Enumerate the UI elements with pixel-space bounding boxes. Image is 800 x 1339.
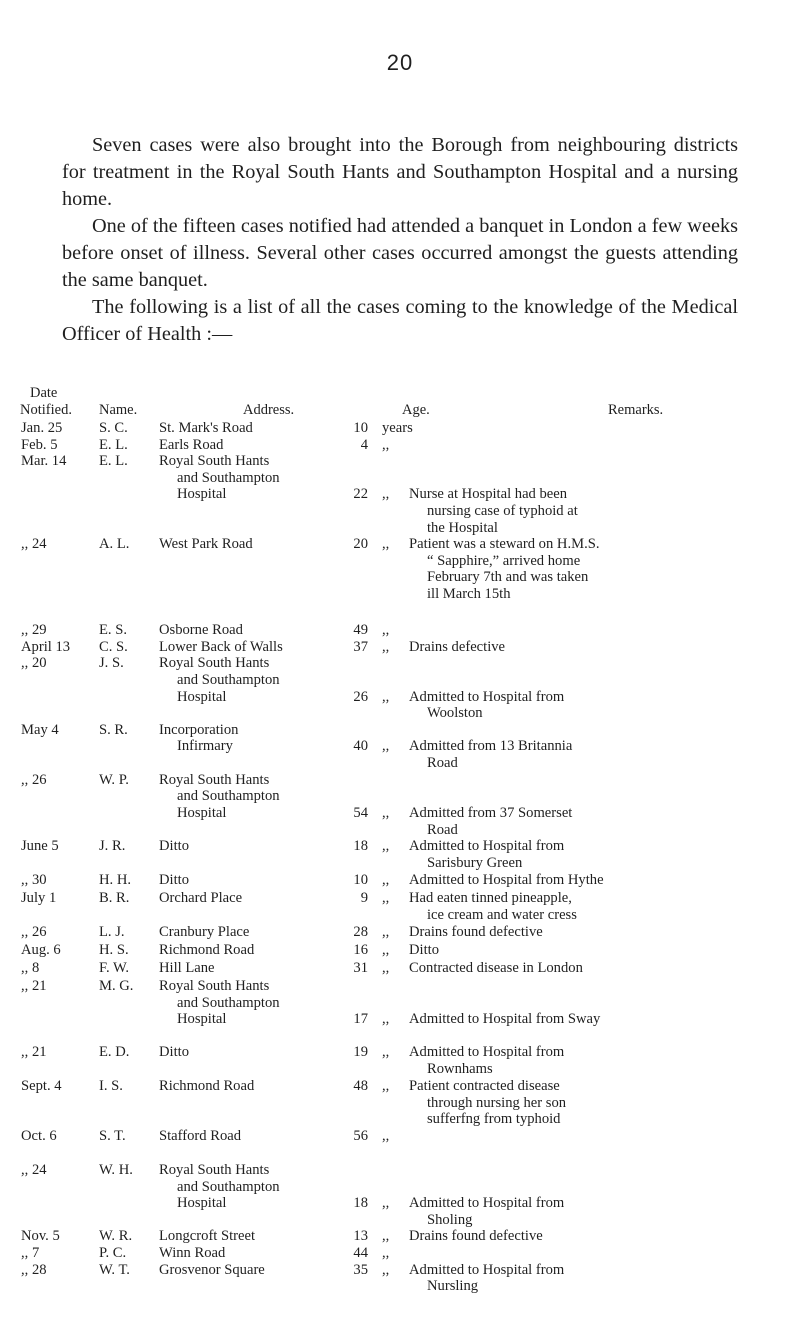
remark-line: nursing case of typhoid at: [427, 502, 578, 519]
address-line: Cranbury Place: [159, 924, 250, 941]
cell-remarks: [409, 838, 789, 872]
cell-date-notified: June 5: [21, 838, 59, 855]
address-line: Royal South Hants: [159, 1162, 270, 1179]
cases-table-body: [21, 420, 789, 1296]
cell-remarks: [409, 1162, 789, 1228]
cell-age-unit: ,,: [382, 1128, 390, 1145]
cell-age: 9: [360, 890, 368, 907]
header-name: Name.: [99, 402, 138, 418]
cell-age-unit: ,,: [382, 738, 390, 755]
cell-remarks: [409, 639, 789, 656]
remark-line: ill March 15th: [427, 585, 511, 602]
address-line: Hospital: [177, 688, 227, 705]
remark-line: Contracted disease in London: [409, 960, 583, 977]
cell-name: H. S.: [99, 942, 129, 959]
cell-name: E. L.: [99, 436, 128, 453]
cell-age: 54: [353, 804, 368, 821]
cell-name: W. R.: [99, 1228, 133, 1245]
address-line: and Southampton: [177, 469, 280, 486]
address-line: Royal South Hants: [159, 655, 270, 672]
table-row: [21, 453, 789, 536]
cell-age-unit: ,,: [382, 872, 390, 889]
cell-date-notified: Aug. 6: [21, 942, 61, 959]
cell-date-notified: ,, 29: [21, 622, 47, 639]
remark-line: Admitted to Hospital from: [409, 838, 565, 855]
table-row: [21, 536, 789, 622]
address-line: Earls Road: [159, 436, 224, 453]
address-line: Richmond Road: [159, 1078, 255, 1095]
cell-age: 49: [353, 622, 368, 639]
cell-date-notified: April 13: [21, 638, 71, 655]
cell-remarks: [409, 1228, 789, 1245]
remark-line: Patient was a steward on H.M.S.: [409, 536, 600, 553]
cell-age-unit: ,,: [382, 1078, 390, 1095]
cell-age: 10: [353, 872, 368, 889]
cell-date-notified: July 1: [21, 890, 57, 907]
cell-name: A. L.: [99, 536, 130, 553]
cell-address: [159, 437, 342, 454]
cell-age: 40: [353, 738, 368, 755]
cell-age: 16: [353, 942, 368, 959]
table-row: [21, 960, 789, 978]
cell-address: [159, 453, 342, 536]
cell-name: P. C.: [99, 1245, 127, 1262]
cell-age: 4: [360, 436, 368, 453]
table-row: [21, 1128, 789, 1162]
intro-paragraph: Seven cases were also brought into the Borough from neighbouring districts for treatment in the Royal South Hants and Southampton Hospital and a nursing home.: [62, 134, 738, 210]
address-line: West Park Road: [159, 536, 253, 553]
cell-date-notified: ,, 21: [21, 1044, 47, 1061]
address-line: Longcroft Street: [159, 1228, 256, 1245]
cell-age: 22: [353, 486, 368, 503]
remark-line: Admitted to Hospital from Hythe: [409, 872, 604, 889]
table-row: [21, 437, 789, 454]
remark-line: Admitted to Hospital from: [409, 688, 565, 705]
table-row: [21, 838, 789, 872]
cell-name: S. R.: [99, 721, 128, 738]
cell-address: [159, 772, 342, 838]
cell-remarks: [409, 655, 789, 721]
cell-name: J. R.: [99, 838, 126, 855]
remark-line: Road: [427, 754, 458, 771]
cell-age-unit: ,,: [382, 436, 390, 453]
address-line: and Southampton: [177, 671, 280, 688]
table-row: [21, 1078, 789, 1128]
cell-age-unit: ,,: [382, 638, 390, 655]
address-line: Hospital: [177, 804, 227, 821]
header-age: Age.: [402, 402, 430, 418]
remark-line: Drains found defective: [409, 924, 543, 941]
table-row: [21, 639, 789, 656]
cell-age-unit: ,,: [382, 838, 390, 855]
remark-line: Admitted from 13 Britannia: [409, 738, 573, 755]
cell-age: 31: [353, 960, 368, 977]
cell-date-notified: Sept. 4: [21, 1078, 62, 1095]
cell-age: 48: [353, 1078, 368, 1095]
cell-address: [159, 655, 342, 721]
table-row: [21, 622, 789, 639]
cell-age: 18: [353, 838, 368, 855]
remark-line: “ Sapphire,” arrived home: [427, 552, 581, 569]
cell-name: W. H.: [99, 1162, 133, 1179]
address-line: Grosvenor Square: [159, 1261, 265, 1278]
cell-address: [159, 978, 342, 1044]
cell-name: W. T.: [99, 1261, 130, 1278]
cell-age-unit: ,,: [382, 536, 390, 553]
cell-age-unit: ,,: [382, 688, 390, 705]
table-row: [21, 872, 789, 890]
address-line: Hill Lane: [159, 960, 215, 977]
remark-line: Admitted to Hospital from: [409, 1044, 565, 1061]
intro-paragraph: One of the fifteen cases notified had attended a banquet in London a few weeks before onset of illness. Several other cases occurred amongst the guests attending the same banquet.: [62, 215, 738, 291]
intro-text: [62, 132, 738, 348]
cell-date-notified: ,, 30: [21, 872, 47, 889]
address-line: Stafford Road: [159, 1128, 242, 1145]
intro-paragraph: The following is a list of all the cases coming to the knowledge of the Medical Officer of Health :—: [62, 296, 738, 345]
remark-line: Admitted to Hospital from: [409, 1261, 565, 1278]
cell-age: 56: [353, 1128, 368, 1145]
cell-date-notified: ,, 24: [21, 536, 47, 553]
cell-remarks: [409, 924, 789, 942]
address-line: and Southampton: [177, 788, 280, 805]
remark-line: Road: [427, 821, 458, 838]
address-line: Winn Road: [159, 1245, 226, 1262]
address-line: and Southampton: [177, 1178, 280, 1195]
address-line: Ditto: [159, 1044, 189, 1061]
cell-address: [159, 420, 342, 437]
cell-address: [159, 872, 342, 890]
address-line: Ditto: [159, 838, 189, 855]
cell-age: 17: [353, 1011, 368, 1028]
cell-address: [159, 960, 342, 978]
address-line: Osborne Road: [159, 622, 243, 639]
cell-remarks: [409, 1044, 789, 1078]
cell-address: [159, 1262, 342, 1296]
remark-line: Ditto: [409, 942, 439, 959]
remark-line: Nursling: [427, 1278, 479, 1295]
remark-line: Drains defective: [409, 638, 506, 655]
remark-line: Admitted to Hospital from Sway: [409, 1011, 601, 1028]
cell-age-unit: ,,: [382, 960, 390, 977]
address-line: Orchard Place: [159, 890, 243, 907]
cell-address: [159, 622, 342, 639]
address-line: Royal South Hants: [159, 978, 270, 995]
cell-age-unit: ,,: [382, 1261, 390, 1278]
cell-age-unit: ,,: [382, 1195, 390, 1212]
cell-date-notified: ,, 28: [21, 1261, 47, 1278]
cell-age: 10: [353, 420, 368, 436]
cell-date-notified: ,, 26: [21, 924, 47, 941]
cell-age: 28: [353, 924, 368, 941]
address-line: Hospital: [177, 486, 227, 503]
cell-address: [159, 942, 342, 960]
cell-age-unit: ,,: [382, 1011, 390, 1028]
table-row: [21, 942, 789, 960]
table-row: [21, 772, 789, 838]
cell-age: 18: [353, 1195, 368, 1212]
cell-name: F. W.: [99, 960, 130, 977]
cell-date-notified: Feb. 5: [21, 436, 58, 453]
address-line: Infirmary: [177, 738, 233, 755]
table-row: [21, 1262, 789, 1296]
address-line: Ditto: [159, 872, 189, 889]
cell-name: M. G.: [99, 978, 134, 995]
cell-date-notified: ,, 8: [21, 960, 40, 977]
cell-age: 35: [353, 1261, 368, 1278]
remark-line: Rownhams: [427, 1060, 493, 1077]
cell-name: S. C.: [99, 420, 128, 436]
cell-age-unit: ,,: [382, 622, 390, 639]
cell-age: 44: [353, 1245, 368, 1262]
cell-age-unit: ,,: [382, 1245, 390, 1262]
cell-date-notified: May 4: [21, 721, 59, 738]
cell-name: E. L.: [99, 453, 128, 470]
header-address: Address.: [243, 402, 295, 418]
cell-address: [159, 1245, 342, 1262]
table-row: [21, 655, 789, 721]
cell-remarks: [409, 622, 789, 639]
table-row: [21, 1044, 789, 1078]
cell-name: W. P.: [99, 771, 129, 788]
remark-line: Admitted to Hospital from: [409, 1195, 565, 1212]
cell-age: 13: [353, 1228, 368, 1245]
cell-address: [159, 639, 342, 656]
table-row: [21, 1162, 789, 1228]
address-line: Hospital: [177, 1011, 227, 1028]
table-row: [21, 722, 789, 772]
cell-remarks: [409, 1078, 789, 1128]
cell-date-notified: Nov. 5: [21, 1228, 60, 1245]
cell-name: I. S.: [99, 1078, 123, 1095]
cell-date-notified: Mar. 14: [21, 453, 67, 470]
header-date-line1: Date: [30, 385, 58, 401]
table-row: [21, 924, 789, 942]
cell-remarks: [409, 536, 789, 622]
remark-line: February 7th and was taken: [427, 569, 589, 586]
cell-age-unit: ,,: [382, 890, 390, 907]
cell-remarks: [409, 978, 789, 1044]
remark-line: Had eaten tinned pineapple,: [409, 890, 572, 907]
cell-age-unit: years: [382, 420, 413, 436]
cell-remarks: [409, 772, 789, 838]
cell-remarks: [409, 942, 789, 960]
cell-address: [159, 838, 342, 872]
cell-date-notified: ,, 26: [21, 771, 47, 788]
cell-age-unit: ,,: [382, 804, 390, 821]
cell-address: [159, 890, 342, 924]
remark-line: Nurse at Hospital had been: [409, 486, 568, 503]
remark-line: Sarisbury Green: [427, 854, 523, 871]
remark-line: through nursing her son: [427, 1094, 567, 1111]
remark-line: sufferfng from typhoid: [427, 1111, 561, 1128]
address-line: St. Mark's Road: [159, 420, 253, 436]
remark-line: Woolston: [427, 705, 483, 722]
remark-line: Sholing: [427, 1211, 473, 1228]
cell-remarks: [409, 722, 789, 772]
header-date-line2: Notified.: [20, 402, 72, 418]
cell-address: [159, 1228, 342, 1245]
address-line: Lower Back of Walls: [159, 638, 283, 655]
cell-age-unit: ,,: [382, 942, 390, 959]
address-line: Incorporation: [159, 721, 239, 738]
cell-address: [159, 1128, 342, 1162]
cell-remarks: [409, 420, 789, 437]
cell-remarks: [409, 960, 789, 978]
cell-name: L. J.: [99, 924, 125, 941]
page-number: 20: [386, 50, 414, 75]
cell-date-notified: ,, 7: [21, 1245, 40, 1262]
remark-line: Admitted from 37 Somerset: [409, 804, 573, 821]
cell-remarks: [409, 872, 789, 890]
cell-address: [159, 1078, 342, 1128]
cell-date-notified: ,, 20: [21, 655, 47, 672]
address-line: Royal South Hants: [159, 453, 270, 470]
cell-age: 37: [353, 638, 368, 655]
table-row: [21, 420, 789, 437]
cell-date-notified: ,, 24: [21, 1162, 47, 1179]
cell-name: S. T.: [99, 1128, 126, 1145]
cell-date-notified: ,, 21: [21, 978, 47, 995]
table-row: [21, 1245, 789, 1262]
cell-remarks: [409, 453, 789, 536]
cell-age-unit: ,,: [382, 924, 390, 941]
cell-age-unit: ,,: [382, 1228, 390, 1245]
cell-name: C. S.: [99, 638, 128, 655]
table-row: [21, 1228, 789, 1245]
cell-remarks: [409, 1245, 789, 1262]
cell-address: [159, 536, 342, 622]
cell-address: [159, 722, 342, 772]
cell-name: E. S.: [99, 622, 127, 639]
cell-remarks: [409, 1262, 789, 1296]
address-line: and Southampton: [177, 994, 280, 1011]
cell-name: B. R.: [99, 890, 130, 907]
table-row: [21, 890, 789, 924]
cases-table: [21, 420, 789, 1296]
cell-age-unit: ,,: [382, 486, 390, 503]
remark-line: Drains found defective: [409, 1228, 543, 1245]
cell-age: 26: [353, 688, 368, 705]
remark-line: ice cream and water cress: [427, 906, 577, 923]
address-line: Richmond Road: [159, 942, 255, 959]
cell-name: E. D.: [99, 1044, 130, 1061]
remark-line: Patient contracted disease: [409, 1078, 560, 1095]
cell-name: H. H.: [99, 872, 132, 889]
cell-date-notified: Oct. 6: [21, 1128, 57, 1145]
address-line: Hospital: [177, 1195, 227, 1212]
cell-age: 19: [353, 1044, 368, 1061]
cell-date-notified: Jan. 25: [21, 420, 63, 436]
header-remarks: Remarks.: [608, 402, 664, 418]
cell-address: [159, 924, 342, 942]
table-row: [21, 978, 789, 1044]
cell-remarks: [409, 890, 789, 924]
cell-age-unit: ,,: [382, 1044, 390, 1061]
cell-name: J. S.: [99, 655, 124, 672]
cell-address: [159, 1044, 342, 1078]
cell-address: [159, 1162, 342, 1228]
cell-remarks: [409, 437, 789, 454]
address-line: Royal South Hants: [159, 771, 270, 788]
cell-age: 20: [353, 536, 368, 553]
cell-remarks: [409, 1128, 789, 1162]
remark-line: the Hospital: [427, 519, 498, 536]
